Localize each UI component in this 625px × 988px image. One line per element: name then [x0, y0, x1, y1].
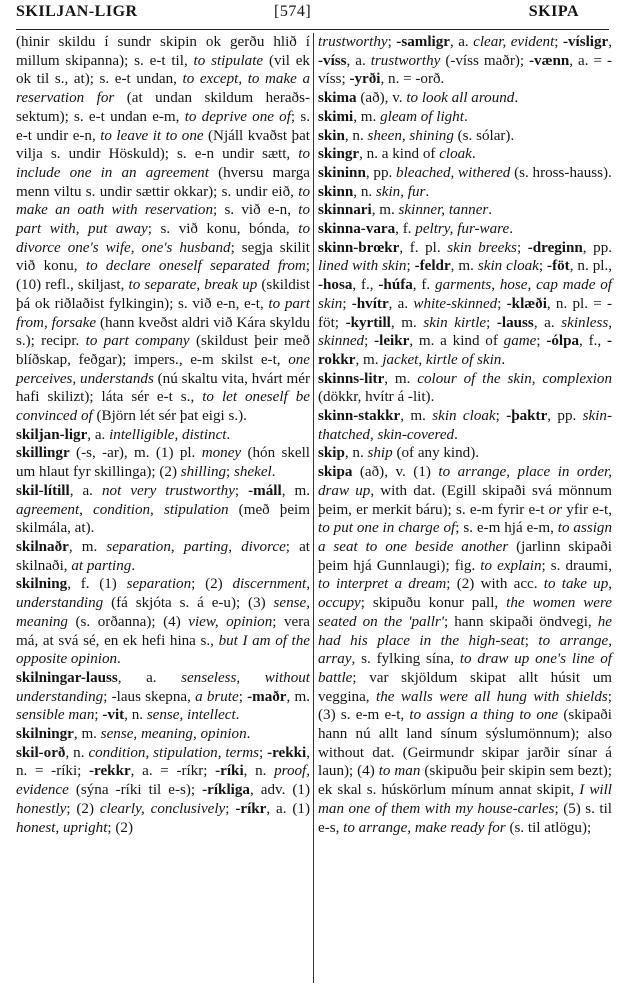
headword: skipa: [318, 464, 353, 481]
headword: -ríki: [215, 763, 244, 780]
entry-text: (að), v. (1): [352, 464, 439, 481]
entry-text: (Njáll kvaðst þat vilja s. undir Höskuld); s. e-n undir sætt,: [16, 127, 310, 163]
dictionary-entry: [16, 426, 310, 445]
dictionary-entry: [318, 33, 612, 89]
entry-text: , m.: [353, 108, 381, 125]
entry-text: , n. = -ríki;: [16, 744, 311, 780]
gloss: agreement, condition, stipulation: [16, 501, 229, 518]
headword: -leikr: [374, 333, 410, 350]
gloss: trustworthy: [318, 34, 388, 50]
entry-text: , f. (1): [67, 576, 127, 593]
entry-text: , n.: [124, 707, 147, 724]
entry-text: , m.: [450, 258, 478, 275]
entry-text: ;: [258, 744, 268, 761]
headword: -lauss: [496, 314, 534, 331]
entry-text: ;: [238, 688, 248, 705]
entry-text: (hann kveðst aldri við Kára skyldu s.); recipr.: [16, 314, 310, 350]
gloss: honest, upright: [16, 819, 108, 836]
entry-text: ;: [364, 333, 375, 350]
headword: skinna-vara: [318, 221, 396, 238]
entry-text: ,: [608, 34, 613, 50]
entry-text: , s. fylking sína,: [351, 651, 460, 668]
entry-text: (hversu marga menn viltu s. undir sættir okkar); s. undir eið,: [16, 164, 310, 200]
headword: skingr: [318, 146, 360, 163]
entry-text: , n. = -orð.: [380, 71, 445, 88]
entry-text: (of any kind).: [392, 445, 480, 462]
gloss: skin breeks: [447, 239, 517, 256]
entry-text: .: [131, 557, 136, 574]
gloss: to include one in an agreement: [16, 146, 310, 181]
entry-text: ;: [234, 482, 249, 499]
entry-text: .: [463, 108, 468, 125]
headword: skinn-brœkr: [318, 239, 400, 256]
gloss: to take up, occupy: [318, 576, 613, 612]
entry-text: .: [514, 90, 519, 107]
gloss: to part with, put away: [16, 202, 310, 238]
entry-text: (s. sólar).: [453, 127, 515, 144]
entry-text: , with dat. (Egill skipaði svá mönnum þeim, er merkit báru); s. e-m fyrir e-t: [318, 482, 612, 518]
gloss: honestly: [16, 800, 67, 817]
gloss: sheen, shining: [367, 127, 454, 144]
entry-text: .: [471, 146, 476, 163]
gloss: separation: [126, 576, 192, 593]
header-left-guideword: SKILJAN-LIGR: [16, 3, 138, 20]
headword: -maðr: [247, 688, 287, 705]
entry-text: , a.: [69, 482, 102, 499]
entry-text: , m.: [286, 688, 311, 705]
gloss: to assign a seat to one beside another: [318, 520, 612, 555]
headword: skilnaðr: [16, 538, 69, 555]
headword: skilningr: [16, 726, 74, 743]
entry-text: ;: [524, 632, 539, 649]
entry-text: ; s. draumi,: [541, 557, 612, 574]
entry-text: , m.: [68, 538, 107, 555]
entry-text: yfir e-t,: [562, 501, 612, 518]
headword: skinns-litr: [318, 370, 385, 387]
dictionary-entry: [318, 444, 612, 463]
entry-text: (að), v.: [356, 90, 407, 107]
dictionary-entry: [318, 164, 612, 183]
headword: -vænn: [529, 52, 570, 69]
gloss: senseless, without understanding: [16, 669, 310, 705]
entry-text: (nú skaltu vita, hvárt mér hafi skilizt); láta sér e-t s.,: [16, 370, 310, 406]
entry-text: , m.: [390, 314, 424, 331]
dictionary-entry: [318, 145, 612, 164]
entry-text: .: [235, 707, 240, 724]
gloss: to let oneself be convinced of: [16, 389, 310, 425]
dictionary-entry: [16, 482, 310, 538]
headword: -föt: [547, 258, 570, 275]
headword: skilning: [16, 576, 68, 593]
dictionary-entry: [16, 725, 310, 744]
headword: -kyrtill: [345, 314, 391, 331]
entry-text: ; hann skipaði öndvegi,: [444, 613, 598, 630]
entry-text: (at undan skildum heraðs-sektum); s. e-t undan e-m,: [16, 90, 310, 125]
gloss: to arrange, place in order, draw up: [318, 464, 613, 499]
entry-text: ; (5) s. til e-s,: [318, 800, 612, 836]
entry-text: , n.: [243, 763, 275, 780]
entry-text: ;: [486, 314, 497, 331]
gloss: shilling: [180, 464, 227, 481]
gloss: he had his place in the high-seat: [318, 613, 612, 649]
headword: -klæði: [506, 295, 547, 312]
headword: -þaktr: [506, 408, 548, 425]
entry-text: , pp.: [582, 239, 613, 256]
gloss: sense, meaning, opinion: [100, 726, 247, 743]
entry-text: .: [117, 651, 121, 668]
entry-text: .: [454, 426, 458, 443]
gloss: to look all around: [406, 90, 515, 107]
gloss: cloak: [439, 146, 472, 163]
gloss: skin kirtle: [423, 314, 487, 331]
headword: -rokkr: [318, 333, 612, 368]
entry-text: (hón skell um hlaut fyr skillinga); (2): [16, 445, 310, 481]
page-header: [16, 3, 609, 30]
header-right-guideword: SKIPA: [528, 3, 579, 20]
entry-text: ;: [225, 800, 236, 817]
gloss: the walls were all hung with shields: [376, 688, 608, 705]
entry-text: .: [425, 183, 430, 200]
entry-text: , f. pl.: [399, 239, 448, 256]
entry-text: (s. hross-hauss).: [510, 164, 612, 181]
dictionary-entry: [318, 463, 612, 837]
gloss: not very trustworthy: [102, 482, 235, 499]
entry-text: ; var skjöldum skipat allt húsit um veggina,: [318, 669, 612, 705]
entry-text: (skipuðu þeir skipin sem bezt); ek skal s. húskörlum mínum annat skipit,: [318, 763, 612, 799]
gloss: a brute: [195, 688, 239, 705]
entry-text: (sýna -ríki til e-s);: [68, 782, 203, 799]
entry-text: ; skipuðu konur pall,: [360, 595, 507, 612]
gloss: clearly, conclusively: [99, 800, 226, 817]
gloss: skinner, tanner: [398, 202, 489, 219]
entry-text: ;: [538, 258, 548, 275]
headword: skil-lítill: [16, 482, 70, 499]
entry-text: , a.: [346, 52, 371, 69]
entry-text: ;: [406, 258, 415, 275]
entry-text: (skildist þá ok riðlaðist fylkingin); s. við e-n, e-t,: [16, 277, 311, 312]
headword: skininn: [318, 164, 366, 181]
dictionary-entry: [16, 444, 310, 481]
entry-text: , m.: [281, 482, 311, 499]
entry-text: ; (3) s. e-m e-t,: [318, 688, 612, 724]
gloss: white-skinned: [413, 295, 498, 312]
gloss: sense, meaning: [16, 595, 310, 630]
headword: -hosa: [318, 277, 353, 294]
entry-text: (hinir skildu í sundr skipin ok gerðu hlið í millum skipanna); s. e-t til,: [16, 34, 310, 69]
entry-text: , f.: [412, 277, 436, 294]
dictionary-entry: [318, 89, 612, 108]
gloss: intelligible, distinct: [109, 426, 227, 443]
entry-text: ;: [342, 295, 352, 312]
entry-text: ; -laus skepna,: [103, 688, 196, 705]
entry-text: ;: [516, 239, 528, 256]
entry-text: ;: [497, 295, 507, 312]
entry-text: , m.: [355, 351, 383, 368]
entry-text: (skipaði hann nú allt land sínum sýslumönnum); also without dat. (Geirmundr skipar jarðir sínar á laun); (4): [318, 707, 613, 780]
dictionary-entry: [16, 538, 310, 575]
headword: -ólpa: [546, 333, 580, 350]
dictionary-entry: [318, 201, 612, 220]
dictionary-entry: [16, 33, 310, 426]
entry-text: (s. orðanna); (4): [67, 613, 189, 630]
gloss: to interpret a dream: [318, 576, 447, 593]
dictionary-entry: [318, 239, 612, 370]
headword: skin: [318, 127, 345, 144]
gloss: to declare oneself separated from: [85, 258, 306, 275]
entry-text: ; (2): [66, 800, 100, 817]
entry-text: (dökkr, hvítr á -lit).: [318, 389, 435, 406]
gloss: gleam of light: [380, 108, 464, 125]
headword: -yrði: [349, 71, 381, 88]
gloss: I will man one of them with my house-carles: [318, 782, 613, 817]
gloss: to part from, forsake: [16, 295, 310, 331]
entry-text: , a. = -ríkr;: [130, 763, 216, 780]
headword: skip: [318, 445, 345, 462]
gloss: to explain: [480, 557, 542, 574]
gloss: to stipulate: [193, 52, 264, 69]
dictionary-entry: [318, 220, 612, 239]
entry-text: ; s. e-t undir e-n,: [16, 108, 310, 144]
gloss: but I am of the opposite opinion: [16, 632, 310, 668]
entry-text: ; (10) refl., skiljast,: [16, 258, 310, 294]
entry-text: .: [488, 202, 493, 219]
entry-text: ;: [94, 707, 103, 724]
headword: -hvítr: [351, 295, 389, 312]
entry-text: ; at skilnaði,: [16, 538, 310, 574]
dictionary-entry: [16, 575, 310, 669]
entry-text: , m.: [371, 202, 399, 219]
headword: skimi: [318, 108, 354, 125]
entry-text: , m.: [73, 726, 101, 743]
entry-text: , a.: [87, 426, 110, 443]
gloss: to put one in charge of: [318, 520, 456, 537]
headword: -vísligr: [562, 34, 609, 50]
gloss: or: [548, 501, 563, 518]
gloss: to separate, break up: [128, 277, 258, 294]
entry-text: , m. a kind of: [409, 333, 504, 350]
gloss: to leave it to one: [100, 127, 204, 144]
entry-text: (jarlinn skipaði þeim hjá Gunnlaugi); fig.: [318, 538, 612, 574]
dictionary-entry: [318, 370, 612, 407]
gloss: to make an oath with reservation: [16, 183, 310, 219]
entry-text: , f.,: [352, 277, 379, 294]
headword: skinn-stakkr: [318, 408, 401, 425]
headword: -dreginn: [527, 239, 583, 256]
gloss: bleached, withered: [396, 164, 511, 181]
entry-text: ;: [554, 34, 563, 50]
headword: -ríkr: [235, 800, 267, 817]
entry-text: , n.: [353, 183, 376, 200]
gloss: view, opinion: [188, 613, 273, 630]
entry-text: (-s, -ar), m. (1) pl.: [69, 445, 202, 462]
entry-text: (Björn lét sér þat eigi s.).: [92, 408, 247, 425]
gloss: to divorce one's wife, one's husband: [16, 221, 311, 256]
gloss: game: [503, 333, 537, 350]
entry-text: ;: [536, 333, 547, 350]
entry-text: (með þeim skilmála, at).: [16, 501, 310, 537]
gloss: to deprive one of: [184, 108, 291, 125]
gloss: to draw up one's line of battle: [318, 651, 612, 686]
gloss: clear, evident: [473, 34, 555, 50]
headword: -vit: [102, 707, 125, 724]
entry-text: .: [501, 351, 506, 368]
gloss: condition, stipulation, terms: [88, 744, 259, 761]
headword: skima: [318, 90, 357, 107]
entry-text: ; s. e-m hjá e-m,: [455, 520, 558, 537]
entry-text: , n.: [65, 744, 89, 761]
headword: -húfa: [378, 277, 413, 294]
dictionary-entry: [318, 407, 612, 444]
entry-text: ; (2): [107, 819, 133, 836]
headword: skillingr: [16, 445, 70, 462]
entry-text: , n. pl. = -föt;: [318, 295, 613, 331]
gloss: jacket, kirtle of skin: [382, 351, 502, 368]
gloss: skin cloak: [477, 258, 539, 275]
entry-text: .: [271, 464, 276, 481]
entry-text: .: [226, 426, 231, 443]
dictionary-entry: [16, 744, 310, 838]
dictionary-entry: [318, 183, 612, 202]
entry-text: .: [509, 221, 513, 238]
entry-text: , n.: [344, 445, 368, 462]
gloss: trustworthy: [370, 52, 441, 69]
entry-text: , a. = -víss;: [318, 52, 612, 88]
gloss: peltry, fur-ware: [415, 221, 510, 238]
headword: -rekkr: [89, 763, 131, 780]
gloss: to arrange, array: [318, 632, 613, 668]
entry-text: ; segja skilit við konu,: [16, 239, 311, 275]
headword: skilningar-lauss: [16, 669, 118, 686]
gloss: one perceives, understands: [16, 351, 310, 387]
entry-text: ;: [226, 464, 235, 481]
entry-text: ; (2) with acc.: [446, 576, 544, 593]
entry-text: , m.: [400, 408, 433, 425]
gloss: proof, evidence: [16, 763, 310, 799]
entry-text: (s. til atlögu);: [505, 819, 592, 836]
gloss: to except, to make a reservation for: [16, 71, 310, 107]
gloss: to assign a thing to one: [409, 707, 559, 724]
gloss: separation, parting, divorce: [106, 538, 286, 555]
gloss: ship: [367, 445, 393, 462]
gloss: to man: [378, 763, 421, 780]
headword: -rekki: [267, 744, 307, 761]
dictionary-entry: [318, 127, 612, 146]
gloss: to part company: [85, 333, 190, 350]
entry-text: (vil ek ok til s., at); s. e-t undan,: [16, 52, 310, 88]
entry-text: ; vera má, at svá sé, en ek hefi hina s.,: [16, 613, 310, 649]
entry-text: , n. a kind of: [359, 146, 440, 163]
entry-text: ;: [495, 408, 507, 425]
gloss: the women were seated on the 'pallr': [318, 595, 613, 630]
entry-text: , m.: [384, 370, 418, 387]
gloss: to arrange, make ready for: [343, 819, 506, 836]
gloss: skin cloak: [432, 408, 496, 425]
gloss: lined with skin: [318, 258, 407, 275]
entry-text: (skildust þeir með blíðskap, feðgar); impers., e-m skilst e-t,: [16, 333, 311, 368]
left-column: [16, 33, 310, 837]
gloss: skin, fur: [375, 183, 426, 200]
right-column: [318, 33, 612, 837]
entry-text: , a.: [388, 295, 414, 312]
gloss: at parting: [71, 557, 132, 574]
headword: skiljan-ligr: [16, 426, 88, 443]
entry-text: , n. pl.,: [569, 258, 613, 275]
headword: skinnari: [318, 202, 372, 219]
entry-text: , pp.: [547, 408, 583, 425]
headword: -samligr: [396, 34, 450, 50]
headword: skinn: [318, 183, 354, 200]
entry-text: , a. (1): [266, 800, 310, 817]
column-divider: [313, 33, 314, 983]
entry-text: (-víss maðr);: [440, 52, 530, 69]
gloss: garments, hose, cap made of skin: [318, 277, 612, 312]
entry-text: , n.: [344, 127, 368, 144]
entry-text: ; s. við e-n,: [213, 202, 299, 219]
gloss: colour of the skin, complexion: [417, 370, 613, 387]
entry-text: , a.: [533, 314, 562, 331]
dictionary-entry: [318, 108, 612, 127]
dictionary-entry: [16, 669, 310, 725]
gloss: sense, intellect: [146, 707, 236, 724]
entry-text: ; (2): [191, 576, 233, 593]
entry-text: (fá skjóta s. á e-u); (3): [103, 595, 274, 612]
gloss: sensible man: [16, 707, 95, 724]
headword: -víss: [318, 52, 347, 69]
entry-text: , f.: [395, 221, 416, 238]
gloss: money: [201, 445, 242, 462]
gloss: skin-thatched, skin-covered: [318, 408, 612, 443]
entry-text: , a.: [117, 669, 182, 686]
entry-text: ; s. við konu, bónda,: [147, 221, 299, 238]
entry-text: , pp.: [365, 164, 397, 181]
headword: -máll: [248, 482, 282, 499]
headword: skil-orð: [16, 744, 66, 761]
entry-text: .: [246, 726, 251, 743]
entry-text: , a.: [449, 34, 474, 50]
headword: -feldr: [414, 258, 451, 275]
headword: -ríkliga: [202, 782, 250, 799]
entry-text: , f.,: [579, 333, 607, 350]
header-page-number: [574]: [274, 3, 312, 20]
gloss: discernment, understanding: [16, 576, 310, 612]
gloss: skinless, skinned: [318, 314, 612, 350]
gloss: shekel: [234, 464, 272, 481]
entry-text: ;: [387, 34, 397, 50]
entry-text: , adv. (1): [249, 782, 310, 799]
